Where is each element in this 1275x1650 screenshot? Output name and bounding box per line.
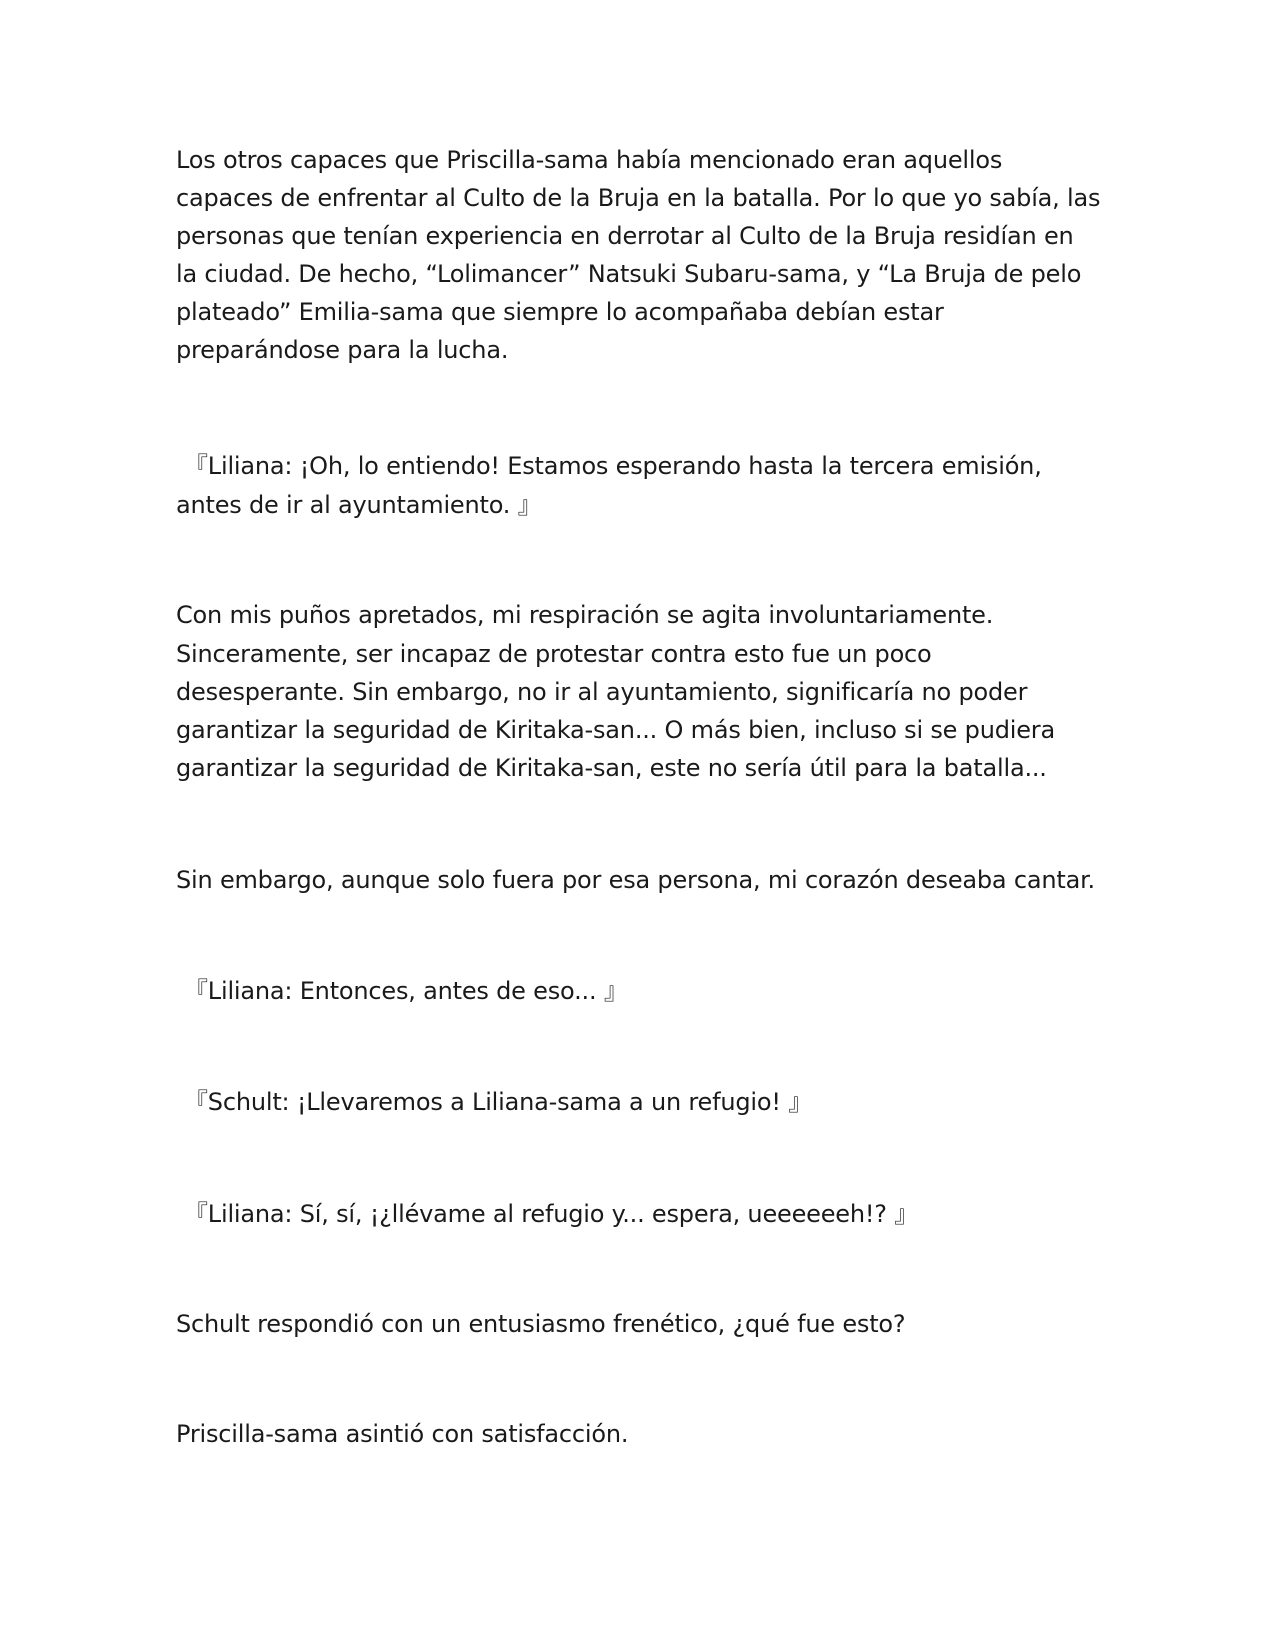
dialog-schult: 『Schult: ¡Llevaremos a Liliana-sama a un refugio! 』	[184, 1088, 812, 1116]
text-line: plateado” Emilia-sama que siempre lo acompañaba debían estar	[176, 298, 944, 326]
text-line: la ciudad. De hecho, “Lolimancer” Natsuki Subaru-sama, y “La Bruja de pelo	[176, 260, 1082, 288]
text-line: Sinceramente, ser incapaz de protestar contra esto fue un poco	[176, 640, 932, 668]
text-line: desesperante. Sin embargo, no ir al ayuntamiento, significaría no poder	[176, 678, 1028, 706]
paragraph-3: Sin embargo, aunque solo fuera por esa persona, mi corazón deseaba cantar.	[176, 866, 1095, 894]
text-line: capaces de enfrentar al Culto de la Bruja en la batalla. Por lo que yo sabía, las	[176, 184, 1101, 212]
dialog-liliana-3: 『Liliana: Sí, sí, ¡¿llévame al refugio y... espera, ueeeeeeh!? 』	[184, 1200, 919, 1228]
text-line: garantizar la seguridad de Kiritaka-san... O más bien, incluso si se pudiera	[176, 716, 1055, 744]
paragraph-4: Schult respondió con un entusiasmo frenético, ¿qué fue esto?	[176, 1310, 906, 1338]
dialog-liliana-2: 『Liliana: Entonces, antes de eso... 』	[184, 977, 628, 1005]
text-line: preparándose para la lucha.	[176, 336, 509, 364]
dialog-line: antes de ir al ayuntamiento. 』	[176, 491, 542, 519]
text-line: personas que tenían experiencia en derrotar al Culto de la Bruja residían en	[176, 222, 1074, 250]
dialog-line: 『Liliana: ¡Oh, lo entiendo! Estamos esperando hasta la tercera emisión,	[184, 452, 1042, 480]
text-line: Con mis puños apretados, mi respiración se agita involuntariamente.	[176, 601, 994, 629]
paragraph-5: Priscilla-sama asintió con satisfacción.	[176, 1420, 629, 1448]
text-line: garantizar la seguridad de Kiritaka-san, este no sería útil para la batalla...	[176, 754, 1047, 782]
text-line: Los otros capaces que Priscilla-sama había mencionado eran aquellos	[176, 146, 1003, 174]
